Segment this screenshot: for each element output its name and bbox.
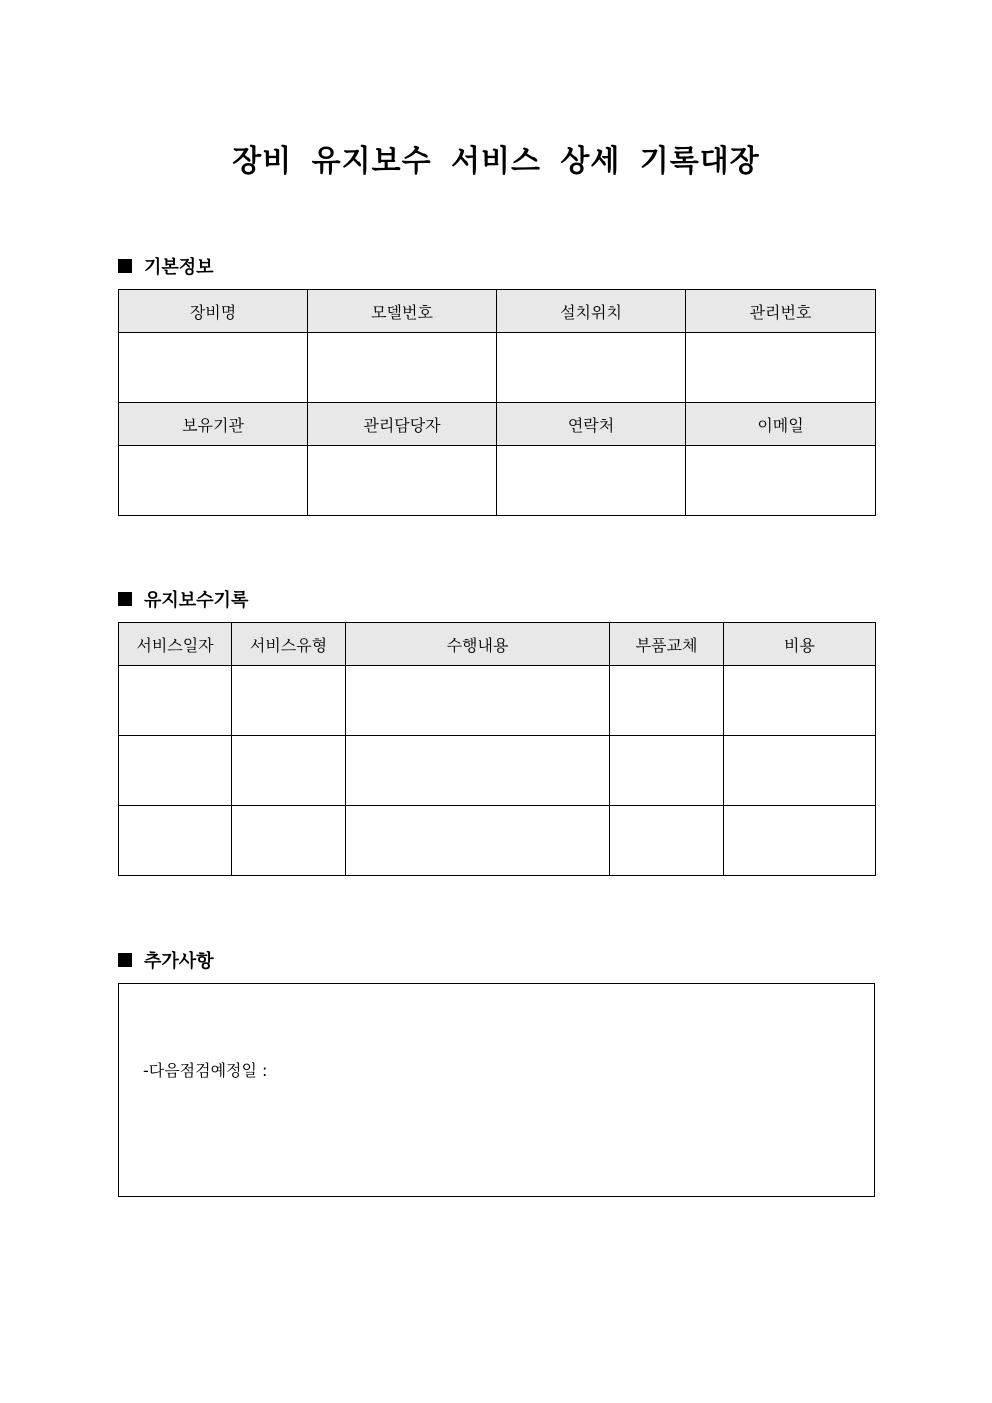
table-row: [119, 666, 876, 736]
section-heading-basic-info: [118, 253, 214, 279]
table-row: [119, 736, 876, 806]
section-heading-label: 유지보수기록: [144, 590, 249, 611]
basic-info-header-row-2: [119, 403, 876, 446]
header-service-date: 서비스일자: [119, 623, 232, 666]
section-heading-maintenance-log: [118, 586, 248, 612]
cost-cell[interactable]: [724, 806, 876, 876]
maintenance-log-header-row: [119, 623, 876, 666]
work-details-cell[interactable]: [346, 736, 610, 806]
header-email: 이메일: [686, 403, 876, 446]
basic-info-value-row-1: [119, 333, 876, 403]
cost-cell[interactable]: [724, 666, 876, 736]
service-type-cell[interactable]: [232, 806, 346, 876]
additional-notes-box[interactable]: [118, 983, 875, 1197]
black-square-bullet-icon: [118, 259, 132, 273]
service-type-cell[interactable]: [232, 736, 346, 806]
header-owning-institution: 보유기관: [119, 403, 308, 446]
install-location-field[interactable]: [497, 333, 686, 403]
next-inspection-label: -다음점검예정일 :: [143, 1061, 268, 1080]
parts-replaced-cell[interactable]: [610, 736, 724, 806]
section-heading-label: 추가사항: [144, 951, 214, 972]
manager-field[interactable]: [308, 446, 497, 516]
owning-institution-field[interactable]: [119, 446, 308, 516]
document-title: 장비 유지보수 서비스 상세 기록대장: [232, 144, 760, 179]
maintenance-log-table: [118, 622, 876, 876]
service-date-cell[interactable]: [119, 666, 232, 736]
black-square-bullet-icon: [118, 592, 132, 606]
cost-cell[interactable]: [724, 736, 876, 806]
header-parts-replaced: 부품교체: [610, 623, 724, 666]
next-inspection-line: [143, 1058, 267, 1081]
black-square-bullet-icon: [118, 953, 132, 967]
contact-field[interactable]: [497, 446, 686, 516]
work-details-cell[interactable]: [346, 666, 610, 736]
service-type-cell[interactable]: [232, 666, 346, 736]
section-heading-additional: [118, 947, 214, 973]
service-date-cell[interactable]: [119, 806, 232, 876]
model-number-field[interactable]: [308, 333, 497, 403]
basic-info-header-row-1: [119, 290, 876, 333]
parts-replaced-cell[interactable]: [610, 806, 724, 876]
header-work-details: 수행내용: [346, 623, 610, 666]
email-field[interactable]: [686, 446, 876, 516]
section-heading-label: 기본정보: [144, 257, 214, 278]
header-service-type: 서비스유형: [232, 623, 346, 666]
header-contact: 연락처: [497, 403, 686, 446]
equipment-name-field[interactable]: [119, 333, 308, 403]
work-details-cell[interactable]: [346, 806, 610, 876]
header-cost: 비용: [724, 623, 876, 666]
basic-info-value-row-2: [119, 446, 876, 516]
basic-info-table: [118, 289, 876, 516]
parts-replaced-cell[interactable]: [610, 666, 724, 736]
header-model-number: 모델번호: [308, 290, 497, 333]
header-equipment-name: 장비명: [119, 290, 308, 333]
header-management-number: 관리번호: [686, 290, 876, 333]
service-date-cell[interactable]: [119, 736, 232, 806]
header-install-location: 설치위치: [497, 290, 686, 333]
management-number-field[interactable]: [686, 333, 876, 403]
table-row: [119, 806, 876, 876]
header-manager: 관리담당자: [308, 403, 497, 446]
